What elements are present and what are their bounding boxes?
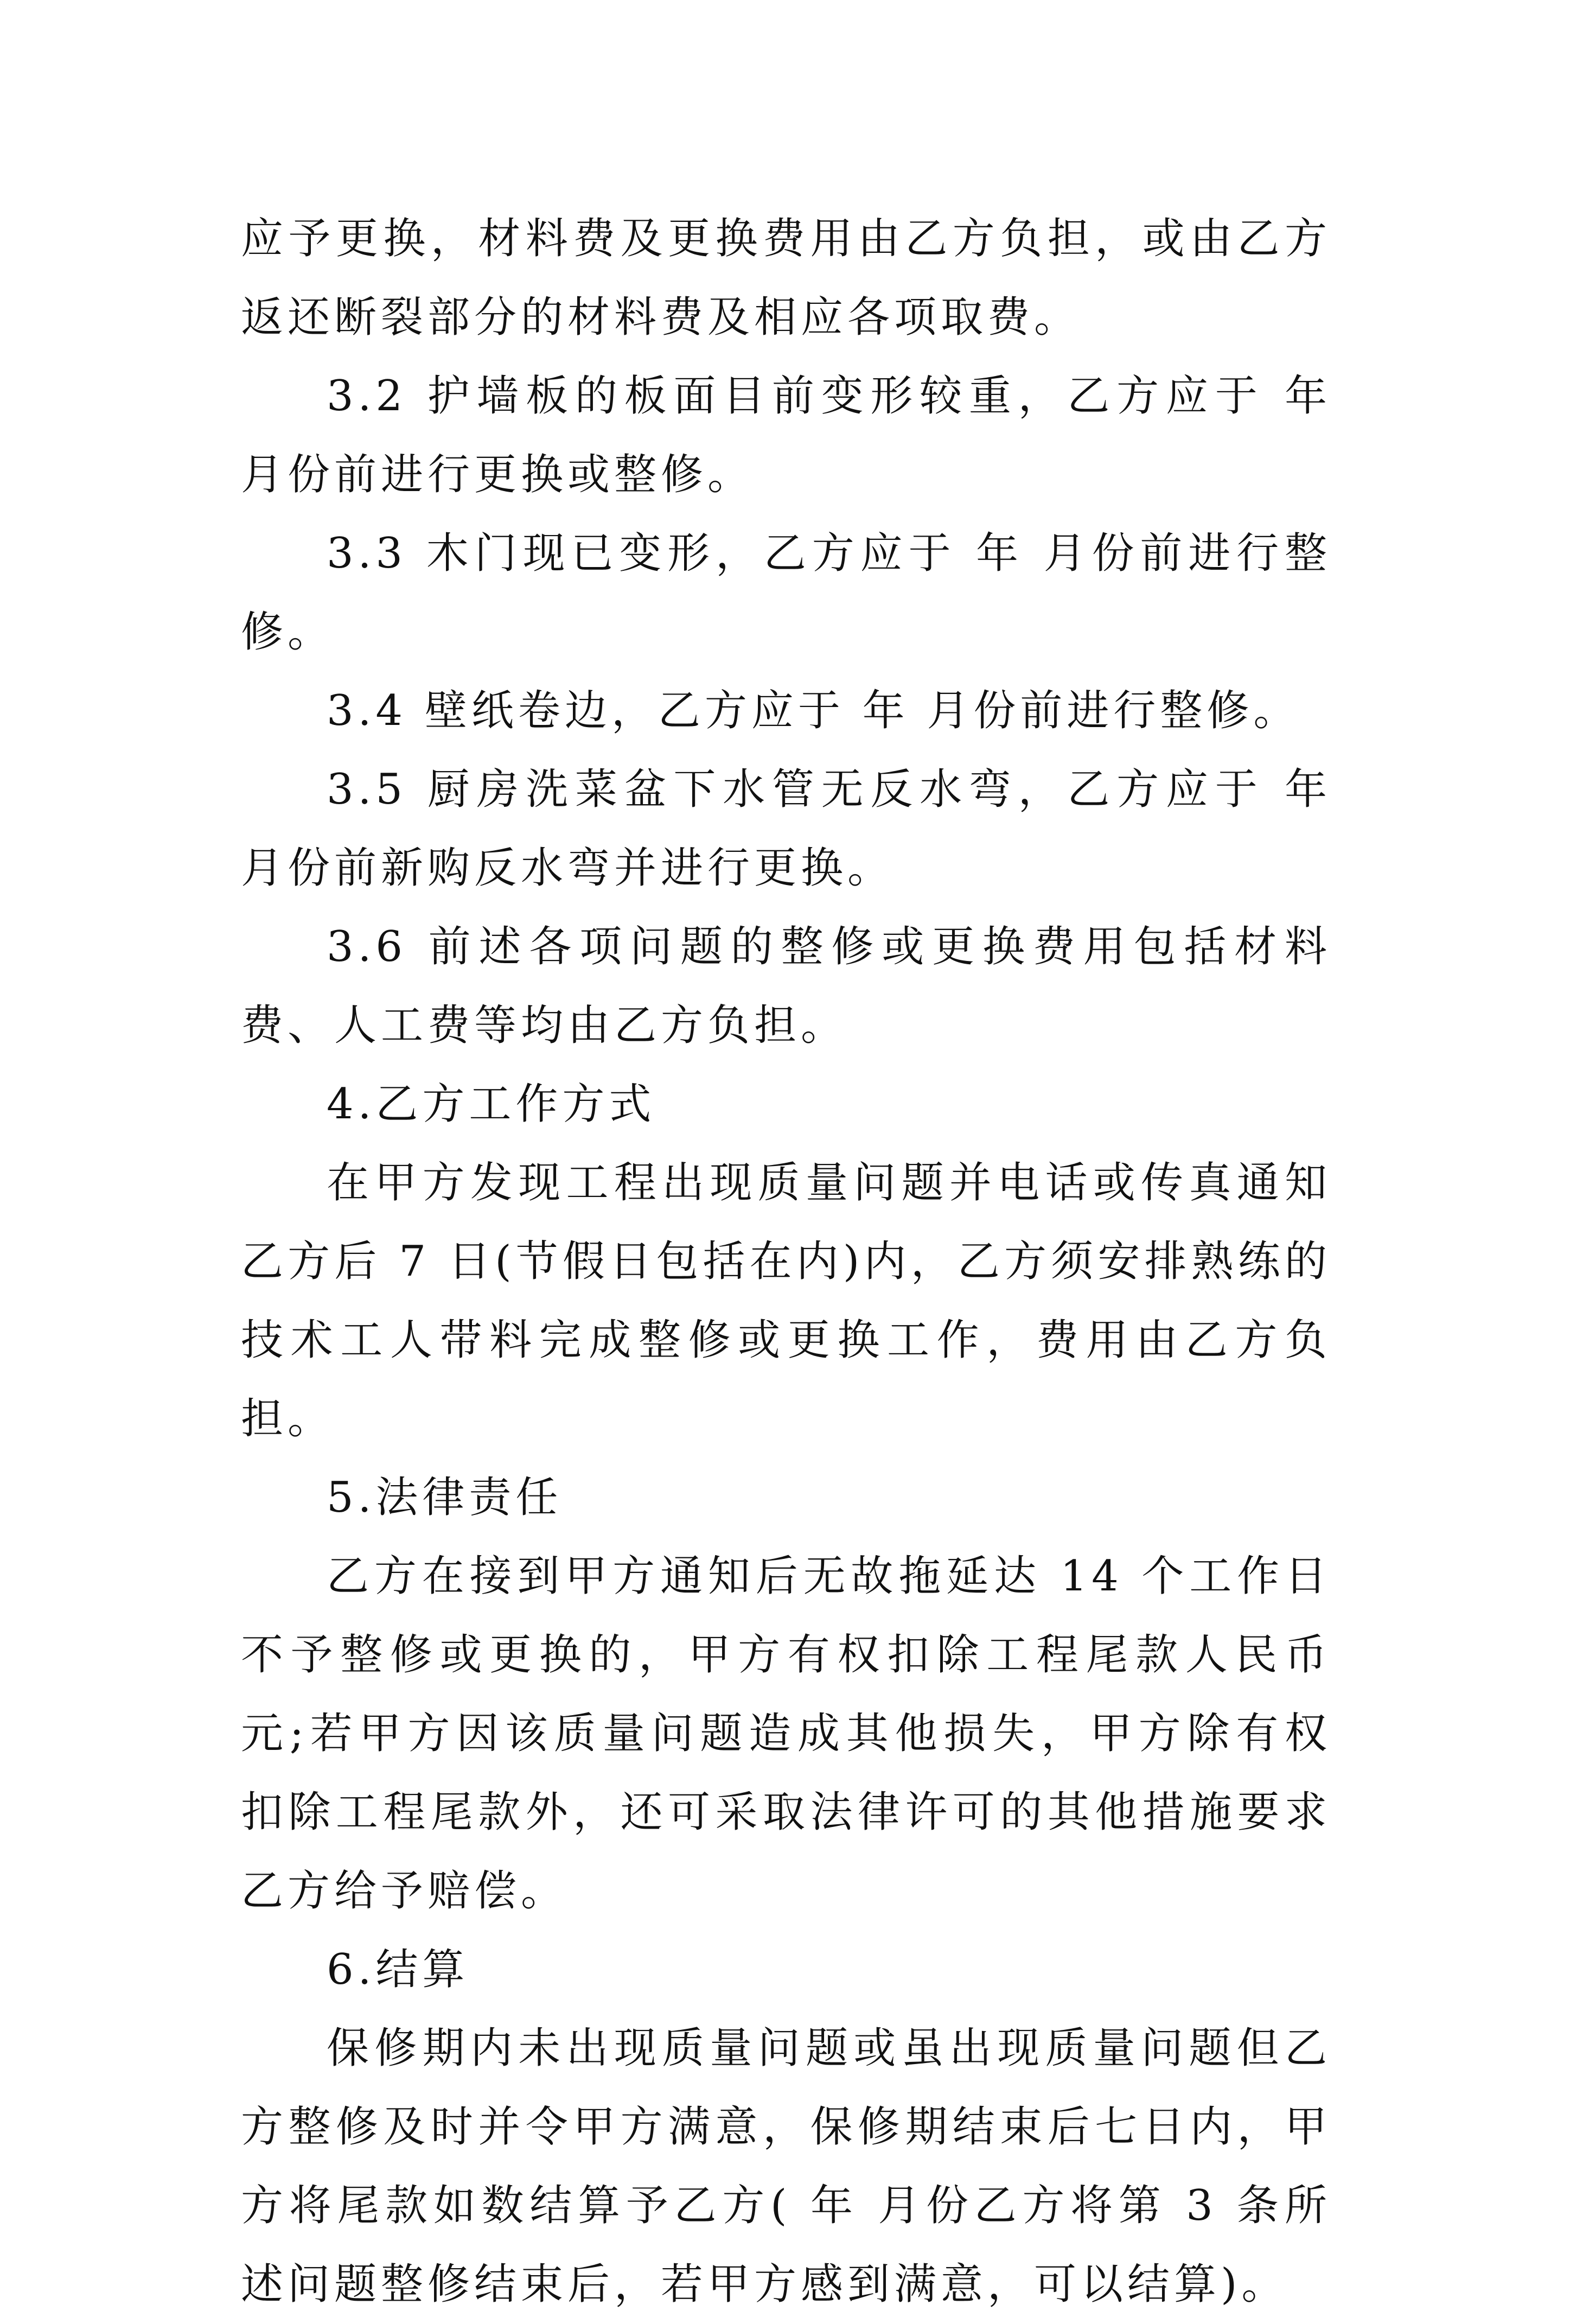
- paragraph-clause-3-3: 3.3 木门现已变形，乙方应于 年 月份前进行整修。: [241, 529, 1331, 657]
- paragraph-clause-3-6: 3.6 前述各项问题的整修或更换费用包括材料费、人工费等均由乙方负担。: [241, 922, 1331, 1050]
- section-heading-5: 5.法律责任: [327, 1473, 563, 1522]
- paragraph-section-4-body: 在甲方发现工程出现质量问题并电话或传真通知乙方后 7 日(节假日包括在内)内，乙方须安排熟练的技术工人带料完成整修或更换工作，费用由乙方负担。: [241, 1158, 1331, 1443]
- section-heading-4: 4.乙方工作方式: [327, 1080, 656, 1129]
- paragraph-section-6-body: 保修期内未出现质量问题或虽出现质量问题但乙方整修及时并令甲方满意，保修期结束后七日内，甲方将尾款如数结算予乙方( 年 月份乙方将第 3 条所述问题整修结束后，若甲方感到满意，可以结算)。: [241, 2024, 1331, 2309]
- section-heading-6: 6.结算: [327, 1945, 469, 1994]
- paragraph-section-5-body: 乙方在接到甲方通知后无故拖延达 14 个工作日不予整修或更换的，甲方有权扣除工程尾款人民币 元;若甲方因该质量问题造成其他损失，甲方除有权扣除工程尾款外，还可采取法律许可的其他措施要求乙方给予赔偿。: [241, 1552, 1331, 1915]
- paragraph-continuation: 应予更换，材料费及更换费用由乙方负担，或由乙方返还断裂部分的材料费及相应各项取费。: [241, 214, 1331, 342]
- paragraph-clause-3-2: 3.2 护墙板的板面目前变形较重，乙方应于 年 月份前进行更换或整修。: [241, 372, 1331, 499]
- paragraph-clause-3-4: 3.4 壁纸卷边，乙方应于 年 月份前进行整修。: [327, 686, 1300, 735]
- paragraph-clause-3-5: 3.5 厨房洗菜盆下水管无反水弯，乙方应于 年 月份前新购反水弯并进行更换。: [241, 765, 1331, 893]
- document-body: [241, 200, 1331, 2324]
